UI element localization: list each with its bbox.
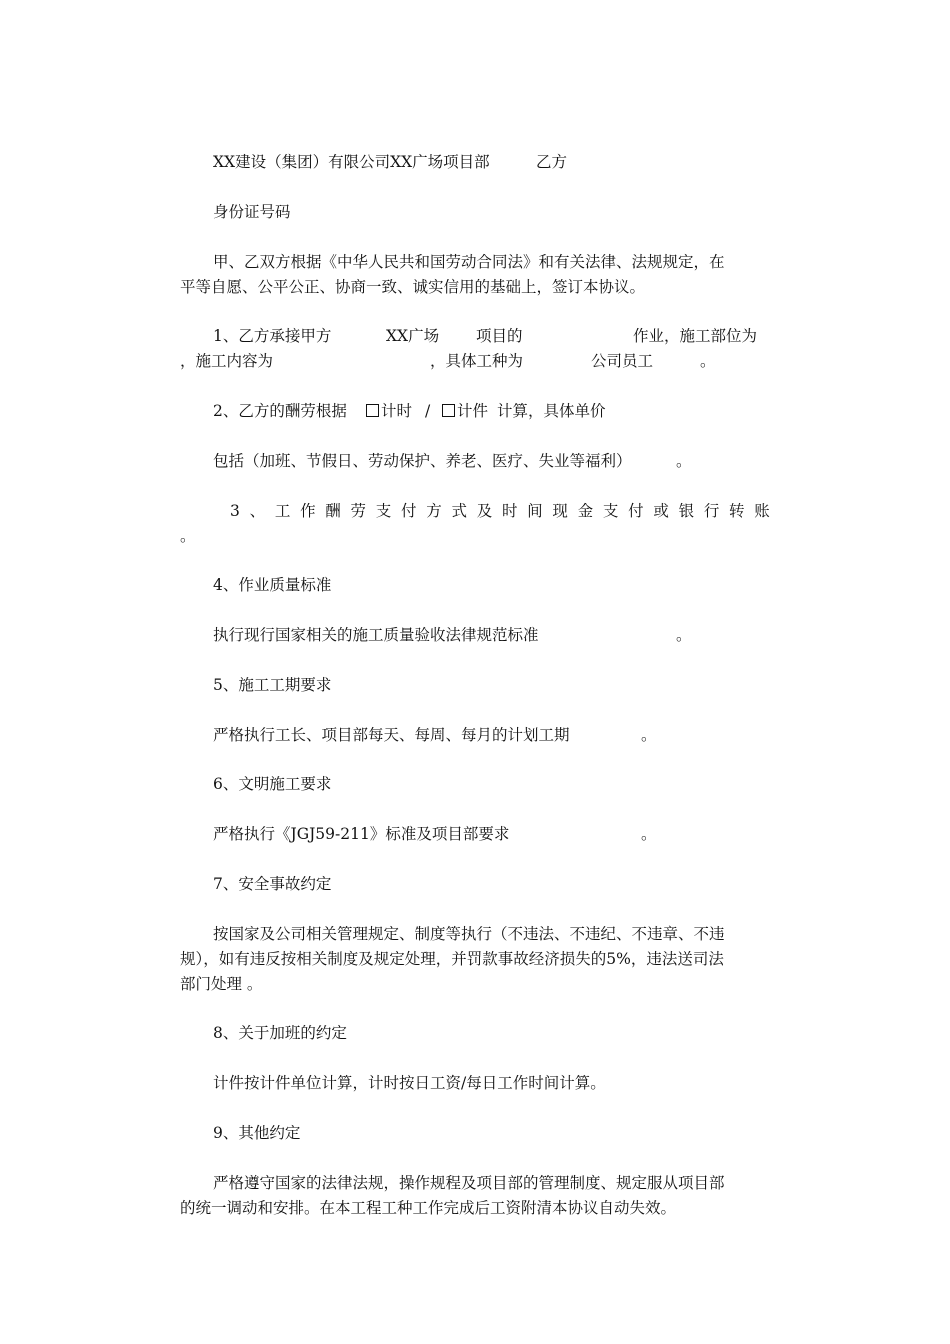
clause3-char: 付 xyxy=(401,502,417,520)
clause1-part-g: 公司员工 xyxy=(591,352,654,370)
clause5-title: 5、施工工期要求 xyxy=(213,676,332,694)
intro-line-2: 平等自愿、公平公正、协商一致、诚实信用的基础上，签订本协议。 xyxy=(180,278,646,296)
company-name: XX建设（集团）有限公司XX广场项目部 xyxy=(213,153,490,171)
clause3-char: 工 xyxy=(274,502,291,520)
clause4-title: 4、作业质量标准 xyxy=(213,576,332,594)
clause3-char: 金 xyxy=(577,502,594,520)
clause3-char: 银 xyxy=(678,502,695,520)
hourly-option: 计时 xyxy=(366,401,412,421)
clause3-char: 及 xyxy=(476,502,493,520)
clause4-end: 。 xyxy=(676,626,692,644)
clause3-char: 现 xyxy=(552,502,568,520)
clause3-char: 作 xyxy=(300,502,316,520)
clause1-part-d: 作业，施工部位为 xyxy=(633,327,758,345)
clause2-part-e: 计算，具体单价 xyxy=(497,402,606,420)
clause9-line-1: 严格遵守国家的法律法规，操作规程及项目部的管理制度、规定服从项目部 xyxy=(213,1174,725,1192)
piecework-checkbox[interactable] xyxy=(442,404,455,417)
clause3-char: 时 xyxy=(501,502,518,520)
clause3-char: 支 xyxy=(375,502,392,520)
clause8-title: 8、关于加班的约定 xyxy=(213,1024,347,1042)
clause1-part-e: ，施工内容为 xyxy=(180,352,274,370)
hourly-checkbox[interactable] xyxy=(366,404,379,417)
clause6-body: 严格执行《JGJ59-211》标准及项目部要求 xyxy=(213,825,510,843)
id-number-label: 身份证号码 xyxy=(213,203,291,221)
party-b-label: 乙方 xyxy=(536,153,568,171)
clause3-end: 。 xyxy=(180,527,196,545)
clause1-project-name: XX广场 xyxy=(386,327,440,345)
clause3-char: 或 xyxy=(653,502,669,520)
clause7-line-3: 部门处理 。 xyxy=(180,975,263,993)
clause6-title: 6、文明施工要求 xyxy=(213,775,332,793)
clause7-line-1: 按国家及公司相关管理规定、制度等执行（不违法、不违纪、不违章、不违 xyxy=(213,925,725,943)
clause1-end: 。 xyxy=(700,352,716,370)
clause2-part-a: 2、乙方的酬劳根据 xyxy=(213,402,347,420)
clause2-part-f: 包括（加班、节假日、劳动保护、养老、医疗、失业等福利） xyxy=(213,452,632,470)
clause5-end: 。 xyxy=(641,726,657,744)
clause3-char: 3 xyxy=(230,502,240,520)
clause7-line-2: 规），如有违反按相关制度及规定处理，并罚款事故经济损失的5%，违法送司法 xyxy=(180,950,724,968)
clause7-title: 7、安全事故约定 xyxy=(213,875,332,893)
clause1-part-a: 1、乙方承接甲方 xyxy=(213,327,332,345)
clause3-char: 支 xyxy=(602,502,619,520)
piecework-option: 计件 xyxy=(442,401,488,421)
clause3-char: 付 xyxy=(628,502,644,520)
clause3-char: 行 xyxy=(703,502,720,520)
clause1-part-f: ，具体工种为 xyxy=(430,352,524,370)
clause3-char: 劳 xyxy=(350,502,367,520)
clause3-char: 方 xyxy=(426,502,442,520)
clause8-body: 计件按计件单位计算，计时按日工资/每日工作时间计算。 xyxy=(213,1074,606,1092)
intro-line-1: 甲、乙双方根据《中华人民共和国劳动合同法》和有关法律、法规规定，在 xyxy=(213,253,725,271)
clause3-char: 酬 xyxy=(325,502,341,520)
clause3-char: 账 xyxy=(754,502,770,520)
clause1-part-c: 项目的 xyxy=(476,327,523,345)
clause3-char: 转 xyxy=(729,502,745,520)
clause3-char: 式 xyxy=(451,502,467,520)
clause3-payment-method xyxy=(230,501,770,521)
clause5-body: 严格执行工长、项目部每天、每周、每月的计划工期 xyxy=(213,726,570,744)
clause3-char: 、 xyxy=(249,502,266,520)
clause3-char: 间 xyxy=(527,502,543,520)
clause9-line-2: 的统一调动和安排。在本工程工种工作完成后工资附清本协议自动失效。 xyxy=(180,1199,677,1217)
clause2-separator: / xyxy=(425,402,431,420)
clause2-end: 。 xyxy=(676,452,692,470)
clause6-end: 。 xyxy=(641,825,657,843)
clause9-title: 9、其他约定 xyxy=(213,1124,301,1142)
clause4-body: 执行现行国家相关的施工质量验收法律规范标准 xyxy=(213,626,539,644)
